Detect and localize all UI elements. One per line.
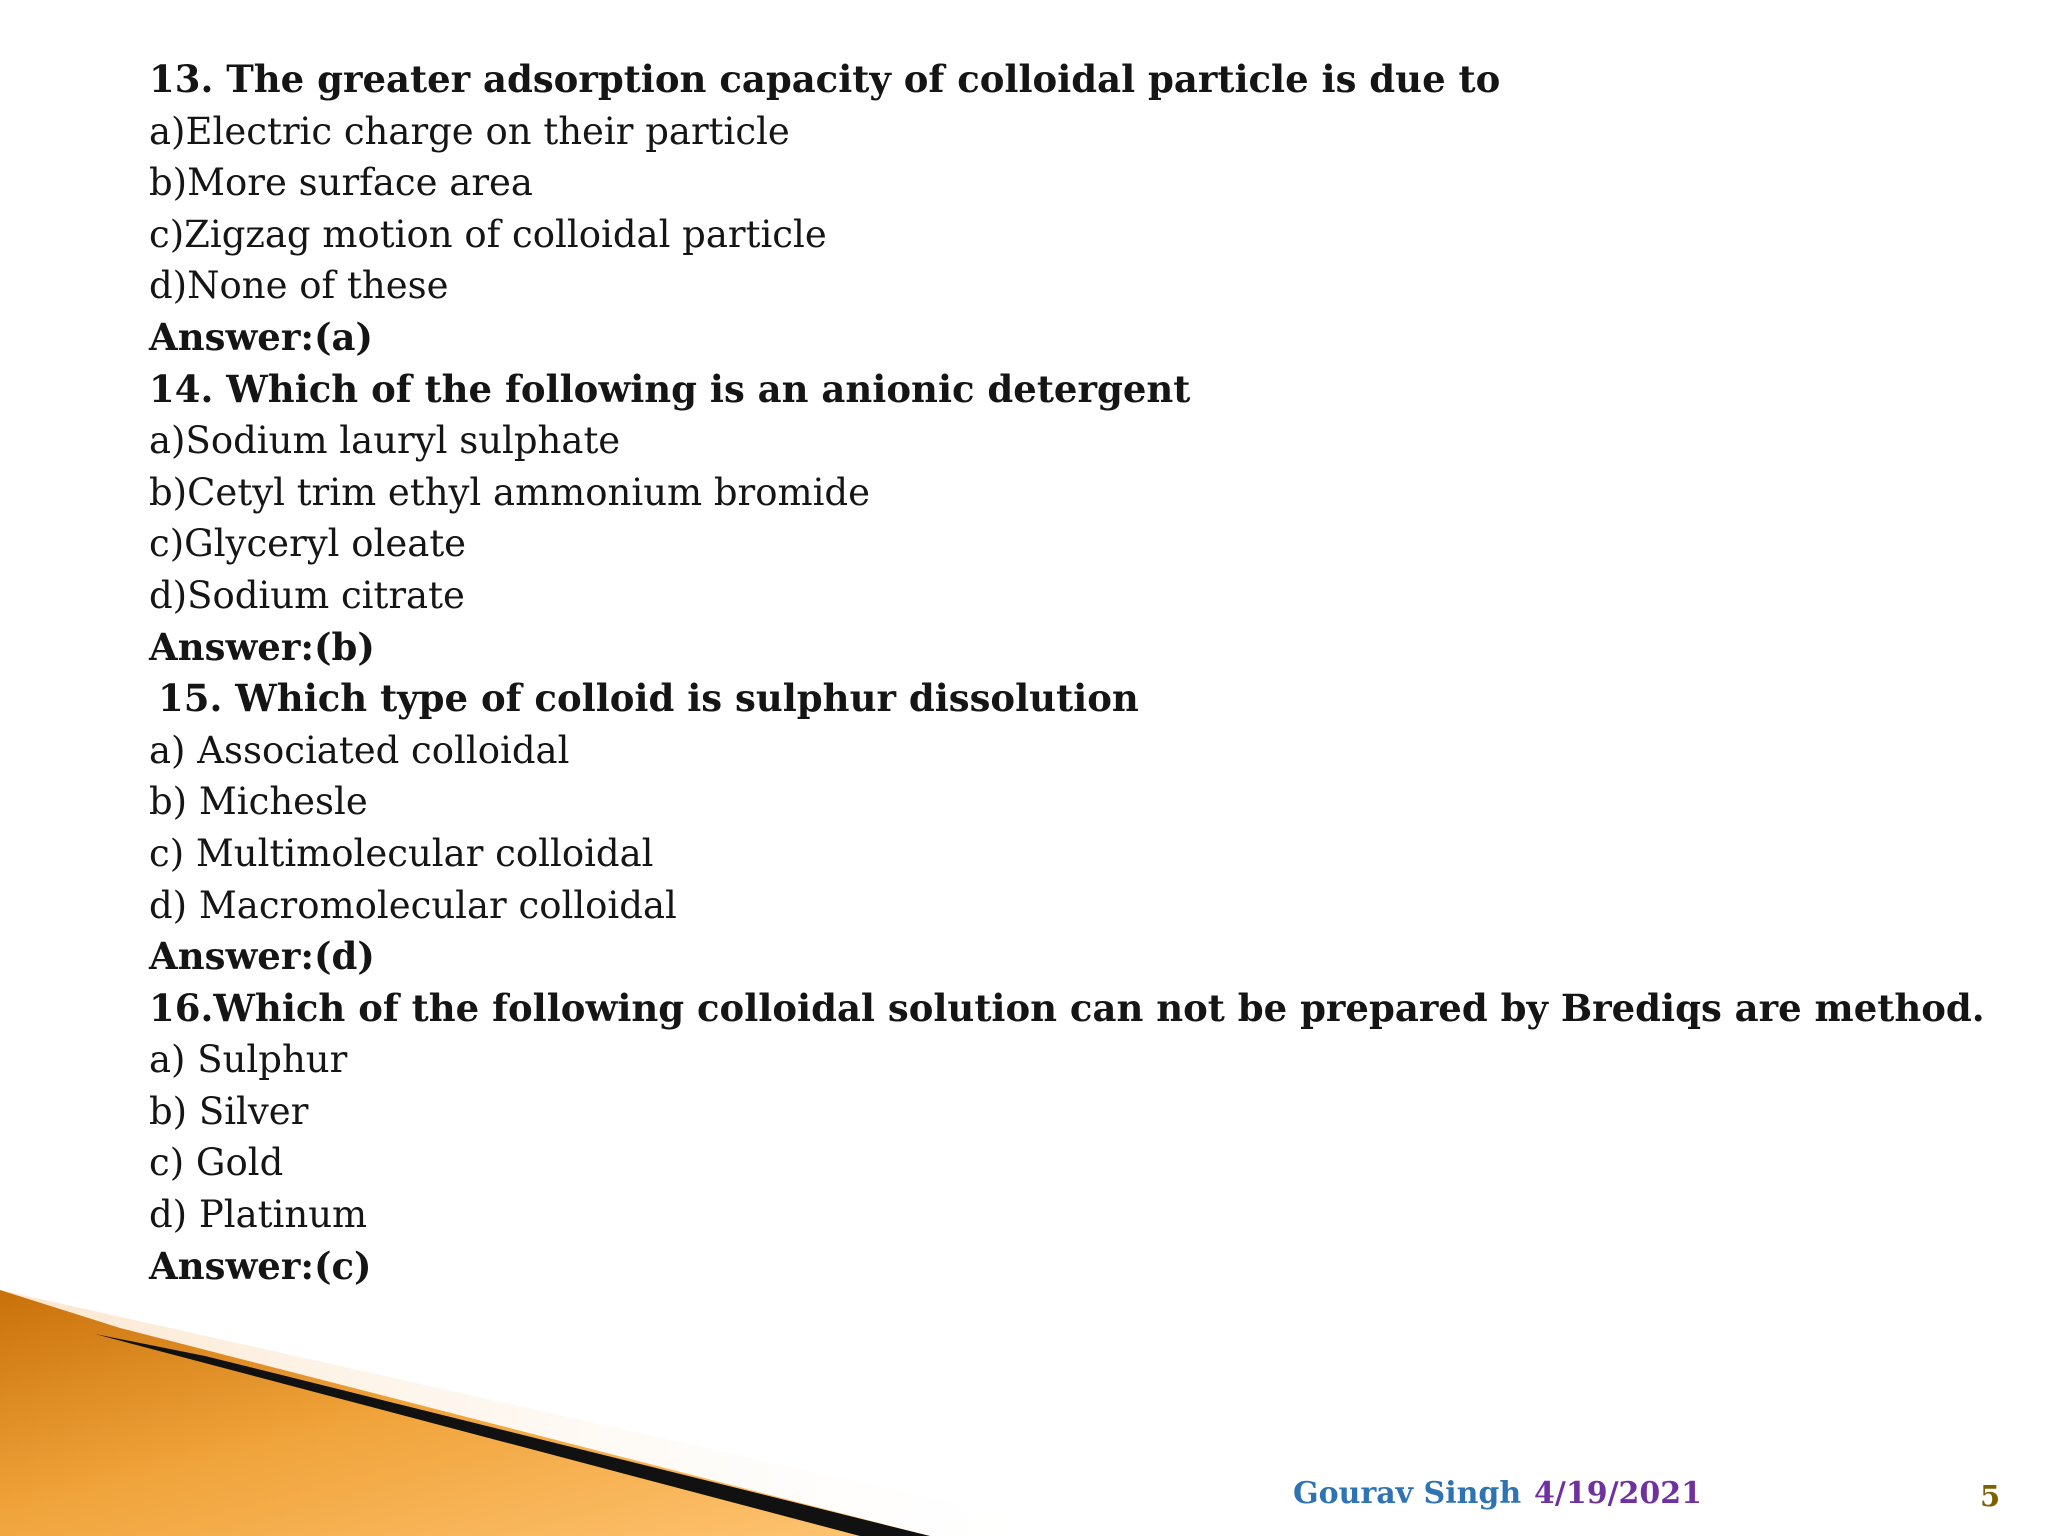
question-14-option-b: b)Cetyl trim ethyl ammonium bromide	[149, 470, 871, 514]
question-list	[149, 54, 2009, 1292]
question-16-option-a: a) Sulphur	[149, 1038, 348, 1082]
question-15-option-a: a) Associated colloidal	[149, 728, 570, 772]
footer-author: Gourav Singh	[1293, 1476, 1522, 1511]
question-14-prompt: 14. Which of the following is an anionic detergent	[149, 366, 1191, 411]
question-14-answer: Answer:(b)	[149, 624, 375, 669]
question-15-option-c: c) Multimolecular colloidal	[149, 831, 654, 875]
question-13-option-d: d)None of these	[149, 264, 449, 308]
question-16-option-d: d) Platinum	[149, 1193, 368, 1237]
question-15-option-d: d) Macromolecular colloidal	[149, 883, 677, 927]
decorative-wedge	[0, 1290, 1100, 1536]
question-16-option-b: b) Silver	[149, 1089, 309, 1133]
question-13-option-c: c)Zigzag motion of colloidal particle	[149, 212, 827, 256]
question-13-prompt: 13. The greater adsorption capacity of colloidal particle is due to	[149, 57, 1501, 101]
question-16-option-c: c) Gold	[149, 1141, 284, 1185]
question-14-option-d: d)Sodium citrate	[149, 573, 465, 617]
footer-date: 4/19/2021	[1534, 1476, 1703, 1511]
question-13-option-a: a)Electric charge on their particle	[149, 109, 790, 153]
question-16-prompt: 16.Which of the following colloidal solution can not be prepared by Brediqs are method.	[149, 985, 1985, 1030]
question-14-option-a: a)Sodium lauryl sulphate	[149, 419, 621, 463]
question-15-option-b: b) Michesle	[149, 780, 368, 824]
question-13-answer: Answer:(a)	[149, 314, 373, 359]
slide-number: 5	[1980, 1479, 2001, 1513]
question-16-answer: Answer:(c)	[149, 1243, 372, 1288]
question-15-prompt: 15. Which type of colloid is sulphur dissolution	[158, 676, 1139, 721]
question-13-option-b: b)More surface area	[149, 161, 533, 205]
question-14-option-c: c)Glyceryl oleate	[149, 522, 467, 566]
question-15-answer: Answer:(d)	[149, 934, 375, 979]
